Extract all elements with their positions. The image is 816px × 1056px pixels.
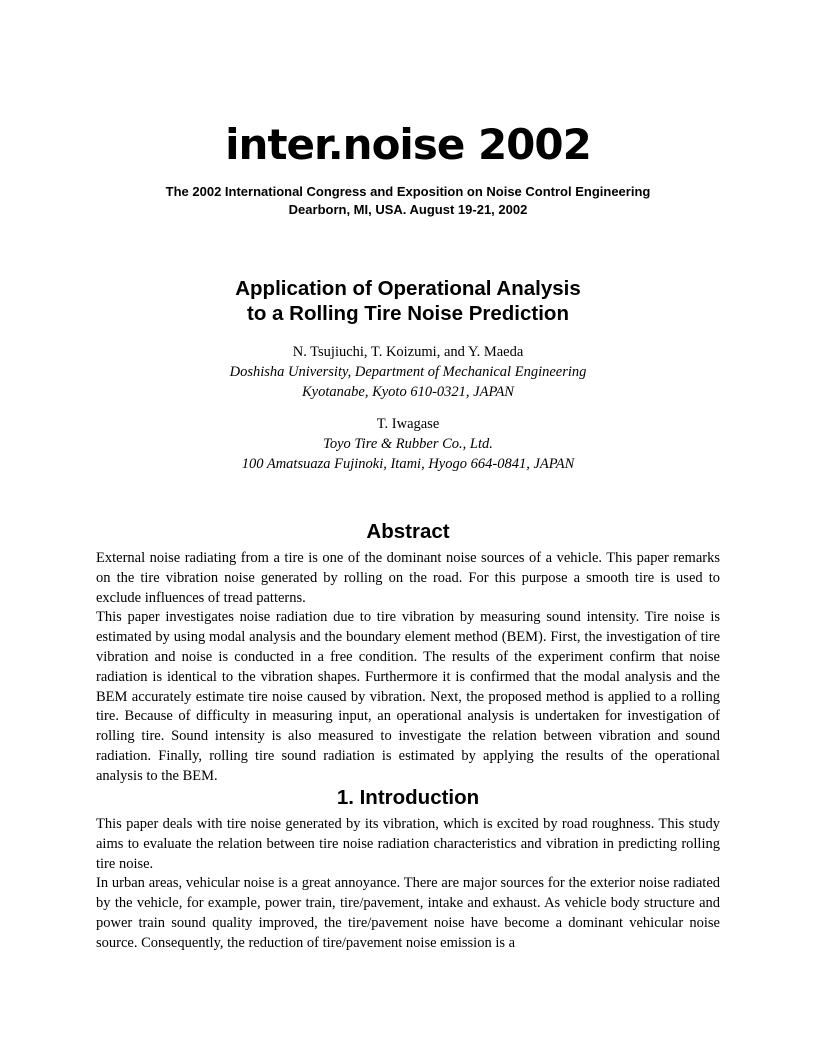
conference-info <box>0 183 816 219</box>
paper-title-line-1: Application of Operational Analysis <box>235 277 581 300</box>
conference-logo: inter.noise 2002 <box>225 120 591 169</box>
author-block-2 <box>0 414 816 474</box>
author-names: N. Tsujiuchi, T. Koizumi, and Y. Maeda <box>292 344 524 360</box>
paper-title <box>0 276 816 326</box>
abstract-paragraph: External noise radiating from a tire is one of the dominant noise sources of a vehicle. This paper remarks on the tire vibration noise generated by rolling on the road. For this purpose a smooth tire is used to exclude influences of tread patterns. <box>96 550 720 606</box>
conference-name: The 2002 International Congress and Exposition on Noise Control Engineering <box>165 184 651 199</box>
conference-location-date: Dearborn, MI, USA. August 19-21, 2002 <box>288 202 528 217</box>
paper-title-line-2: to a Rolling Tire Noise Prediction <box>247 302 569 325</box>
abstract-heading: Abstract <box>366 520 450 543</box>
introduction-paragraph: This paper deals with tire noise generated by its vibration, which is excited by road roughness. This study aims to evaluate the relation between tire noise radiation characteristics and vibration in predicting rolling tire noise. <box>96 816 720 872</box>
abstract-body <box>96 549 720 787</box>
abstract-paragraph: This paper investigates noise radiation due to tire vibration by measuring sound intensity. Tire noise is estimated by using modal analysis and the boundary element method (BEM). First, the investigation of tire vibration and noise is conducted in a free condition. The results of the experiment confirm that noise radiation is identical to the vibration shapes. Furthermore it is confirmed that the modal analysis and the BEM accurately estimate tire noise caused by vibration. Next, the proposed method is applied to a rolling tire. Because of difficulty in measuring input, an operational analysis is undertaken for investigation of rolling tire. Sound intensity is also measured to investigate the relation between vibration and sound radiation. Finally, rolling tire sound radiation is estimated by applying the results of the operational analysis to the BEM. <box>96 609 720 784</box>
introduction-heading: 1. Introduction <box>336 786 480 809</box>
author-affiliation: Doshisha University, Department of Mechanical Engineering <box>229 364 587 380</box>
author-names: T. Iwagase <box>376 416 440 432</box>
author-block-1 <box>0 342 816 402</box>
introduction-paragraph: In urban areas, vehicular noise is a great annoyance. There are major sources for the exterior noise radiated by the vehicle, for example, power train, tire/pavement, intake and exhaust. As vehicle body structure and power train sound quality improved, the tire/pavement noise have become a dominant vehicular noise source. Consequently, the reduction of tire/pavement noise emission is a <box>96 875 720 951</box>
author-address: 100 Amatsuaza Fujinoki, Itami, Hyogo 664-0841, JAPAN <box>241 456 575 472</box>
author-address: Kyotanabe, Kyoto 610-0321, JAPAN <box>302 384 514 400</box>
introduction-body <box>96 815 720 954</box>
author-affiliation: Toyo Tire & Rubber Co., Ltd. <box>323 436 493 452</box>
